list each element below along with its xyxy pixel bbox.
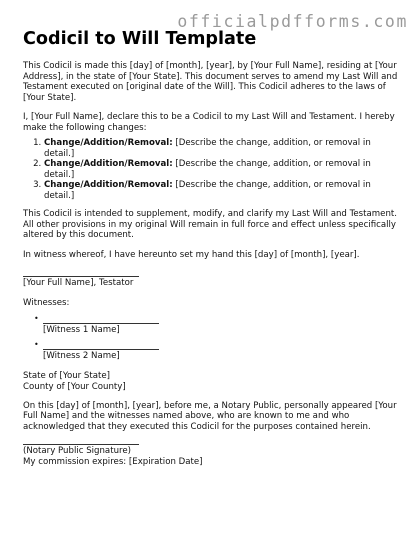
intent-paragraph: This Codicil is intended to supplement, modify, and clarify my Last Will and Testament. All other provisions in my original Will remain in full force and effect unless specifically altered by this document.	[23, 209, 397, 241]
witness-name: [Witness 1 Name]	[43, 325, 120, 336]
commission-line: My commission expires: [Expiration Date]	[23, 456, 203, 467]
change-label: Change/Addition/Removal:	[44, 180, 173, 191]
witness-statement: In witness whereof, I have hereunto set my hand this [day] of [month], [year].	[23, 249, 360, 260]
notary-paragraph: On this [day] of [month], [year], before me, a Notary Public, personally appeared [Your Full Name] and the witnesses named above, who are known to me and who acknowledged that they executed this Codicil for the purposes contained herein.	[23, 401, 397, 432]
change-text: [Describe the change, addition, or removal in detail.]	[44, 180, 371, 201]
witness-item	[34, 314, 398, 335]
intro-paragraph: This Codicil is made this [day] of [month], [year], by [Your Full Name], residing at [Your Address], in the state of [Your State]. This document serves to amend my Last Will and Testament executed on [original date of the Will]. This Codicil adheres to the laws of [Your State].	[23, 61, 398, 103]
change-text: [Describe the change, addition, or removal in detail.]	[44, 159, 371, 180]
document-page	[23, 30, 398, 467]
declaration-paragraph: I, [Your Full Name], declare this to be a Codicil to my Last Will and Testament. I hereby make the following changes:	[23, 112, 395, 133]
witnesses-heading: Witnesses:	[23, 297, 70, 308]
change-item	[44, 138, 398, 159]
witness-name: [Witness 2 Name]	[43, 350, 120, 361]
notary-signature-line	[23, 444, 139, 445]
bullet-icon: •	[34, 339, 39, 349]
bullet-icon: •	[34, 314, 39, 324]
witness-list	[23, 314, 398, 361]
change-label: Change/Addition/Removal:	[44, 159, 173, 170]
testator-signature-line	[23, 276, 139, 277]
change-item	[44, 159, 398, 180]
change-text: [Describe the change, addition, or removal in detail.]	[44, 138, 371, 159]
watermark-logo: officialpdfforms.com	[177, 12, 408, 31]
jurisdiction-block	[23, 371, 398, 392]
witness-item	[34, 340, 398, 361]
document-title: Codicil to Will Template	[23, 29, 257, 49]
change-label: Change/Addition/Removal:	[44, 138, 173, 149]
state-line: State of [Your State]	[23, 371, 111, 382]
county-line: County of [Your County]	[23, 381, 126, 392]
witness-signature-line	[43, 340, 159, 350]
notary-signature-label: (Notary Public Signature)	[23, 446, 132, 457]
witness-signature-line	[43, 314, 159, 324]
change-item	[44, 180, 398, 201]
testator-label: [Your Full Name], Testator	[23, 278, 134, 289]
changes-list	[23, 138, 398, 201]
